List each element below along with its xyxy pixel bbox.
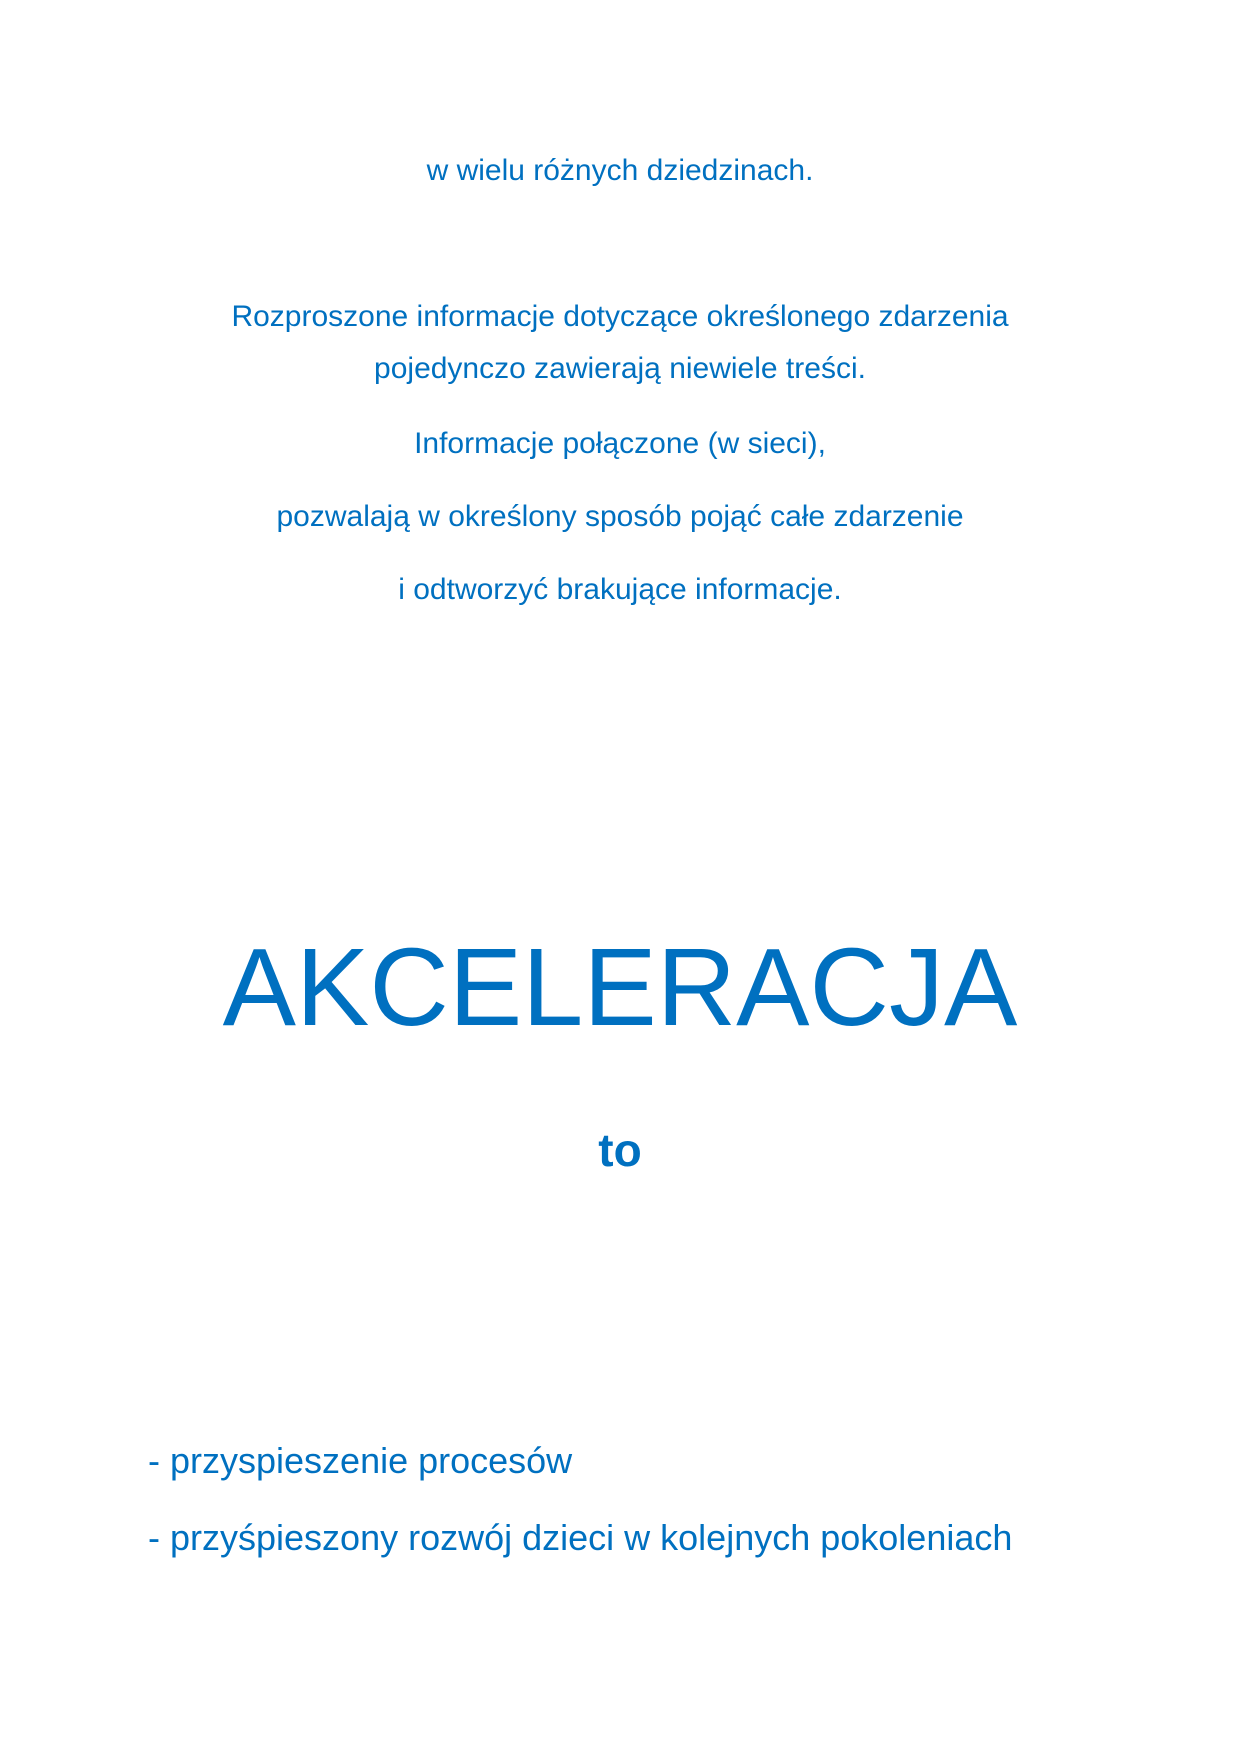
- text-line-understand-event: pozwalają w określony sposób pojąć całe zdarzenie: [276, 500, 964, 533]
- definition-item-child-development: - przyśpieszony rozwój dzieci w kolejnych pokoleniach: [148, 1517, 1013, 1558]
- text-line-scattered-information: Rozproszone informacje dotyczące określonego zdarzenia: [231, 300, 1009, 333]
- definition-list: [148, 1440, 1012, 1594]
- title-connector: to: [598, 1124, 642, 1176]
- text-line-domains: w wielu różnych dziedzinach.: [426, 154, 814, 187]
- definition-item-process-acceleration: - przyspieszenie procesów: [148, 1440, 573, 1481]
- text-line-connected-information: Informacje połączone (w sieci),: [414, 427, 826, 460]
- text-line-recover-information: i odtworzyć brakujące informacje.: [398, 573, 842, 606]
- page-title: AKCELERACJA: [222, 926, 1018, 1049]
- text-line-little-content: pojedynczo zawierają niewiele treści.: [374, 352, 866, 385]
